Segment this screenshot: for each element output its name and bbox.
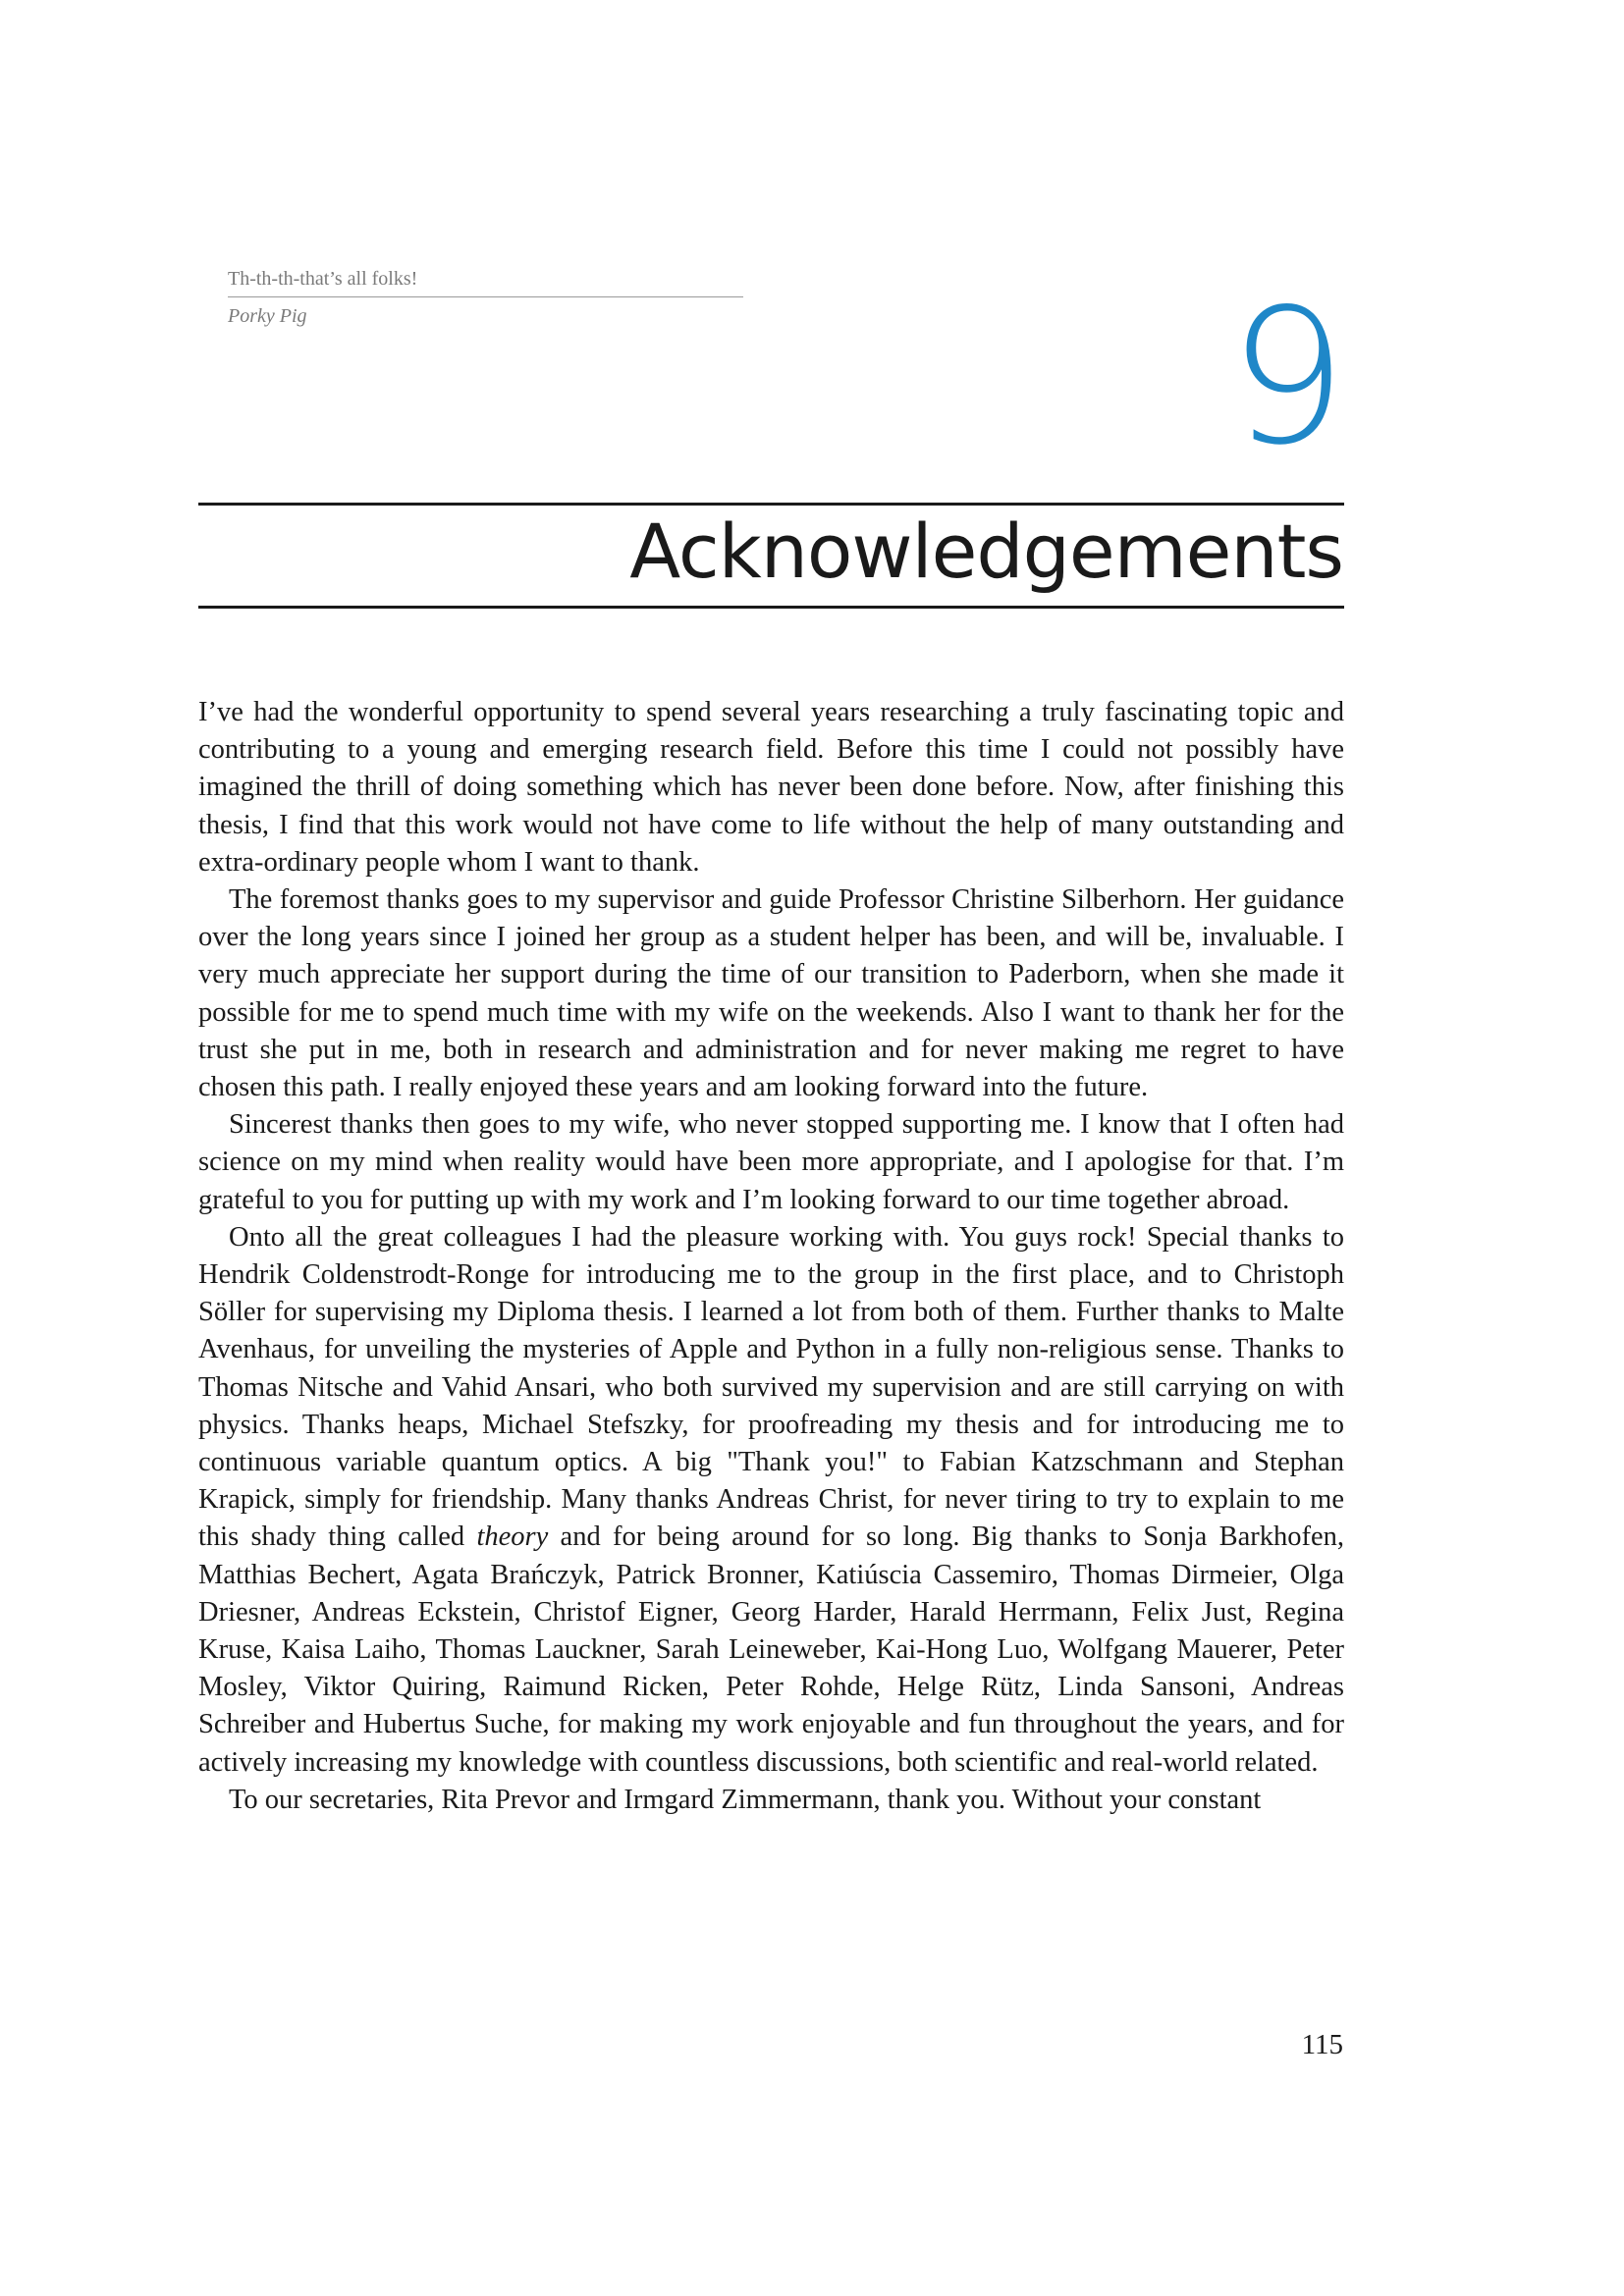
paragraph-4-part-b: and for being around for so long. Big thanks to Sonja Barkhofen, Matthias Bechert, Agata Brańczyk, Patrick Bronner, Katiúscia Cassemiro, Thomas Dirmeier, Olga Driesner, Andreas Eckstein, Christof Eigner, Georg Harder, Harald Herrmann, Felix Just, Regina Kruse, Kaisa Laiho, Thomas Lauckner, Sarah Leineweber, Kai-Hong Luo, Wolfgang Mauerer, Peter Mosley, Viktor Quiring, Raimund Ricken, Peter Rohde, Helge Rütz, Linda Sansoni, Andreas Schreiber and Hubertus Suche, for making my work enjoyable and fun throughout the years, and for actively increasing my knowledge with countless discussions, both scientific and real-world related. <box>198 1522 1345 1778</box>
paragraph-4 <box>198 1219 1344 1782</box>
title-rule-bottom <box>198 606 1344 609</box>
page-number: 115 <box>1301 2029 1343 2060</box>
paragraph-2: The foremost thanks goes to my supervisor and guide Professor Christine Silberhorn. Her guidance over the long years since I joined her group as a student helper has been, and will be, invaluable. I very much appreciate her support during the time of our transition to Paderborn, when she made it possible for me to spend much time with my wife on the weekends. Also I want to thank her for the trust she put in me, both in research and administration and for never making me regret to have chosen this path. I really enjoyed these years and am looking forward into the future. <box>198 884 1344 1103</box>
paragraph-4-emphasis: theory <box>476 1522 549 1553</box>
epigraph-author: Porky Pig <box>228 305 307 327</box>
paragraph-3: Sincerest thanks then goes to my wife, who never stopped supporting me. I know that I often had science on my mind when reality would have been more appropriate, and I apologise for that. I’m grateful to you for putting up with my work and I’m looking forward to our time together abroad. <box>198 1109 1344 1215</box>
title-rule-top <box>198 503 1344 506</box>
chapter-number: 9 <box>1228 269 1343 486</box>
body-text <box>198 694 1344 1819</box>
paragraph-4-part-a: Onto all the great colleagues I had the pleasure working with. You guys rock! Special thanks to Hendrik Coldenstrodt-Ronge for introducing me to the group in the first place, and to Christoph Söller for supervising my Diploma thesis. I learned a lot from both of them. Further thanks to Malte Avenhaus, for unveiling the mysteries of Apple and Python in a fully non-religious sense. Thanks to Thomas Nitsche and Vahid Ansari, who both survived my supervision and are still carrying on with physics. Thanks heaps, Michael Stefszky, for proofreading my thesis and for introducing me to continuous variable quantum optics. A big "Thank you!" to Fabian Katzschmann and Stephan Krapick, simply for friendship. Many thanks Andreas Christ, for never tiring to try to explain to me this shady thing called <box>198 1221 1344 1553</box>
paragraph-1: I’ve had the wonderful opportunity to spend several years researching a truly fascinating topic and contributing to a young and emerging research field. Before this time I could not possibly have imagined the thrill of doing something which has never been done before. Now, after finishing this thesis, I find that this work would not have come to life without the help of many outstanding and extra-ordinary people whom I want to thank. <box>198 697 1344 878</box>
epigraph-quote: Th-th-th-that’s all folks! <box>228 267 743 297</box>
chapter-title: Acknowledgements <box>629 507 1343 595</box>
paragraph-5: To our secretaries, Rita Prevor and Irmgard Zimmermann, thank you. Without your constant <box>229 1784 1262 1815</box>
epigraph <box>228 267 743 328</box>
